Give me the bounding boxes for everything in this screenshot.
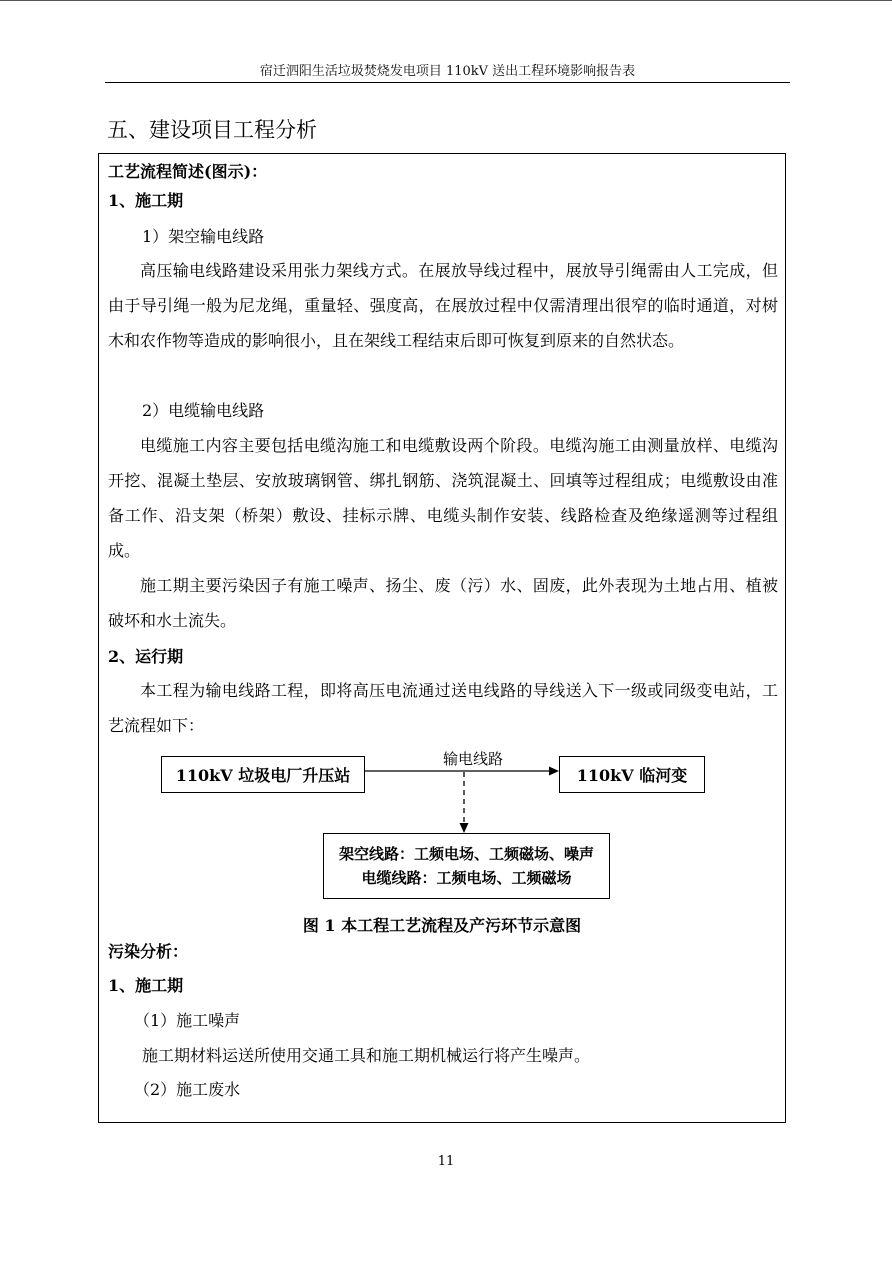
wastewater-heading: （2）施工废水 [134,1080,241,1099]
figure-caption: 图 1 本工程工艺流程及产污环节示意图 [302,916,582,935]
page-number: 11 [437,1154,455,1169]
operation-paragraph: 本工程为输电线路工程，即将高压电流通过送电线路的导线送入下一级或同级变电站，工艺流程如下： [108,681,778,735]
flow-line-label: 输电线路 [443,750,504,768]
construction-period-heading: 1、施工期 [108,191,184,210]
construction-pollution-paragraph: 施工期主要污染因子有施工噪声、扬尘、废（污）水、固废，此外表现为土地占用、植被破坏和水土流失。 [108,576,778,630]
flow-impact-arrowhead [460,823,469,833]
impact-overhead-text: 架空线路：工频电场、工频磁场、噪声 [338,845,594,863]
overhead-line-paragraph: 高压输电线路建设采用张力架线方式。在展放导线过程中，展放导引绳需由人工完成，但由于导引绳一般为尼龙绳，重量轻、强度高，在展放过程中仅需清理出很窄的临时通道，对树木和农作物等造成的影响很小，且在架线工程结束后即可恢复到原来的自然状态。 [108,261,778,350]
flow-main-arrowhead [549,767,559,776]
report-header-title: 宿迁泗阳生活垃圾焚烧发电项目 110kV 送出工程环境影响报告表 [259,64,636,79]
noise-paragraph: 施工期材料运送所使用交通工具和施工期机械运行将产生噪声。 [142,1046,591,1065]
flow-target-label: 110kV 临河变 [576,766,688,785]
impact-cable-text: 电缆线路：工频电场、工频磁场 [361,869,572,887]
cable-line-paragraph: 电缆施工内容主要包括电缆沟施工和电缆敷设两个阶段。电缆沟施工由测量放样、电缆沟开挖、混凝土垫层、安放玻璃钢管、绑扎钢筋、浇筑混凝土、回填等过程组成；电缆敷设由准备工作、沿支架（桥架）敷设、挂标示牌、电缆头制作安装、线路检查及绝缘遥测等过程组成。 [108,436,778,560]
pollution-construction-heading: 1、施工期 [108,976,184,995]
noise-heading: （1）施工噪声 [134,1011,241,1030]
section-title: 五、建设项目工程分析 [107,118,317,142]
cable-line-heading: 2）电缆输电线路 [142,401,265,420]
overhead-line-heading: 1）架空输电线路 [142,227,265,246]
operation-period-heading: 2、运行期 [108,647,184,666]
pollution-analysis-heading: 污染分析： [108,942,189,961]
process-heading: 工艺流程简述(图示)： [108,162,268,181]
flow-source-label: 110kV 垃圾电厂升压站 [175,766,351,785]
